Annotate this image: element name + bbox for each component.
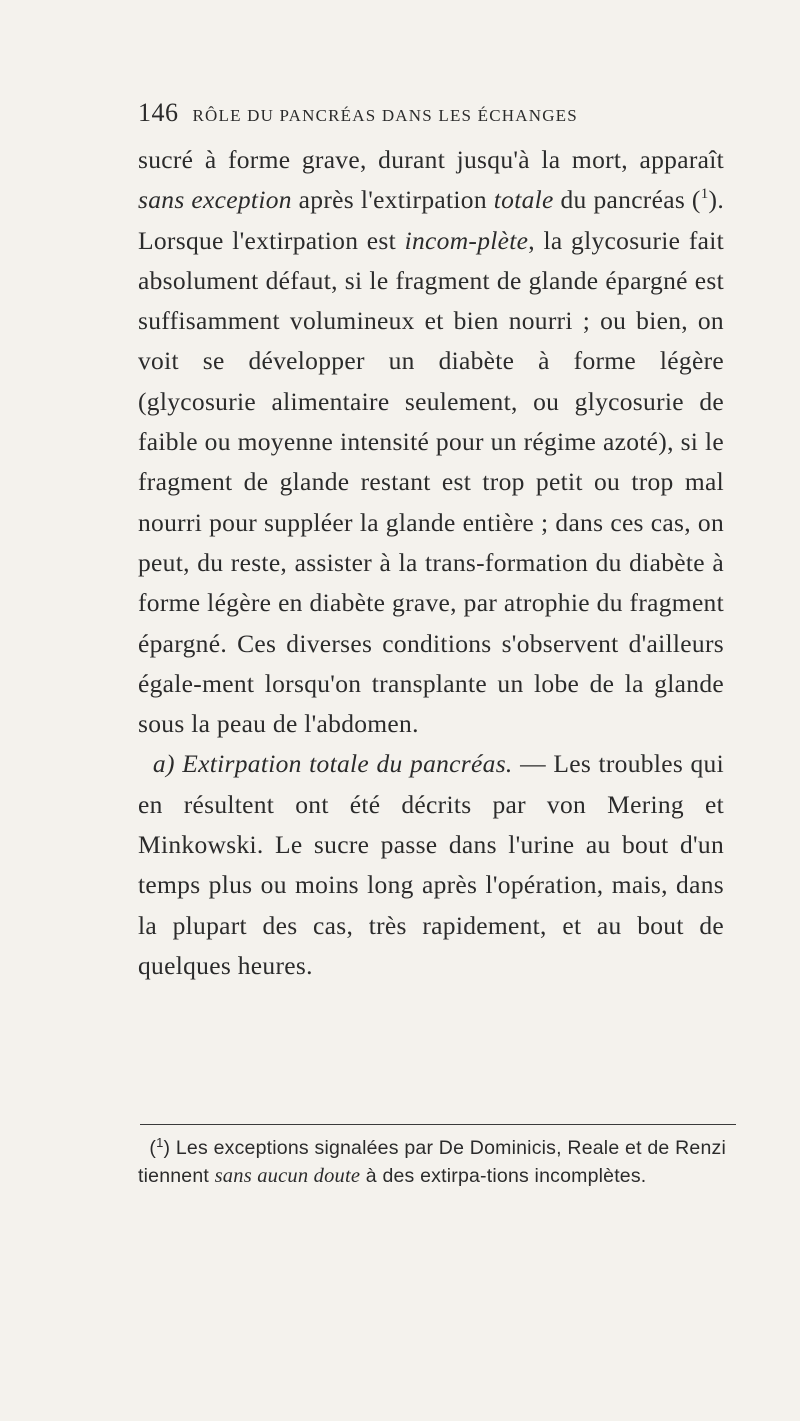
- emphasis-sans-exception: sans exception: [138, 185, 292, 215]
- running-title: RÔLE DU PANCRÉAS DANS LES ÉCHANGES: [192, 106, 578, 125]
- footnote: [138, 1134, 726, 1190]
- footnote-divider: [140, 1124, 736, 1125]
- footnote-open-paren: (: [149, 1137, 157, 1159]
- page-header: [138, 98, 738, 134]
- footnote-text-1: Les exceptions signalées par De Dominicis, Reale et de Renzi tiennent: [138, 1137, 726, 1187]
- emphasis-incomplete: incom-plète: [404, 225, 529, 255]
- footnote-reference: 1: [700, 186, 709, 203]
- paragraph-1-text-1: sucré à forme grave, durant jusqu'à la mort, apparaît: [138, 145, 724, 174]
- section-label: a): [152, 749, 175, 779]
- body-text: [138, 140, 724, 986]
- footnote-close-paren: ): [163, 1137, 171, 1159]
- paragraph-1-text-9: , la glycosurie fait absolument défaut, si le fragment de glande épargné est suffisamment volumineux et bien nourri ; ou bien, on voit se développer un diabète à forme légère (glycosurie alimentaire seulement, ou glycosurie de faible ou moyenne intensité pour un régime azoté), si le fragment de glande restant est trop petit ou trop mal nourri pour suppléer la glande entière ; dans ces cas, on peut, du reste, assister à la trans-formation du diabète à forme légère en diabète grave, par atrophie du fragment épargné. Ces diverses conditions s'observent d'ailleurs égale-ment lorsqu'on transplante un lobe de la glande sous la peau de l'abdomen.: [138, 225, 724, 739]
- paragraph-1-text-5: du pancréas (: [553, 185, 701, 215]
- paragraph-2: [138, 744, 724, 986]
- footnote-emphasis: sans aucun doute: [214, 1165, 361, 1187]
- section-heading: Extirpation totale du pancréas.: [182, 749, 513, 779]
- paragraph-1-text-7: ). Lorsque l'extirpation est: [138, 185, 724, 255]
- paragraph-1: [138, 140, 724, 744]
- emphasis-totale: totale: [493, 185, 554, 215]
- footnote-mark: 1: [156, 1135, 164, 1150]
- paragraph-1-text-3: après l'extirpation: [291, 185, 494, 215]
- footnote-text-3: à des extirpa-tions incomplètes.: [360, 1165, 647, 1187]
- page-number: 146: [138, 98, 179, 127]
- paragraph-2-text: — Les troubles qui en résultent ont été décrits par von Mering et Minkowski. Le sucre passe dans l'urine au bout d'un temps plus ou moins long après l'opération, mais, dans la plupart des cas, très rapidement, et au bout de quelques heures.: [138, 749, 724, 980]
